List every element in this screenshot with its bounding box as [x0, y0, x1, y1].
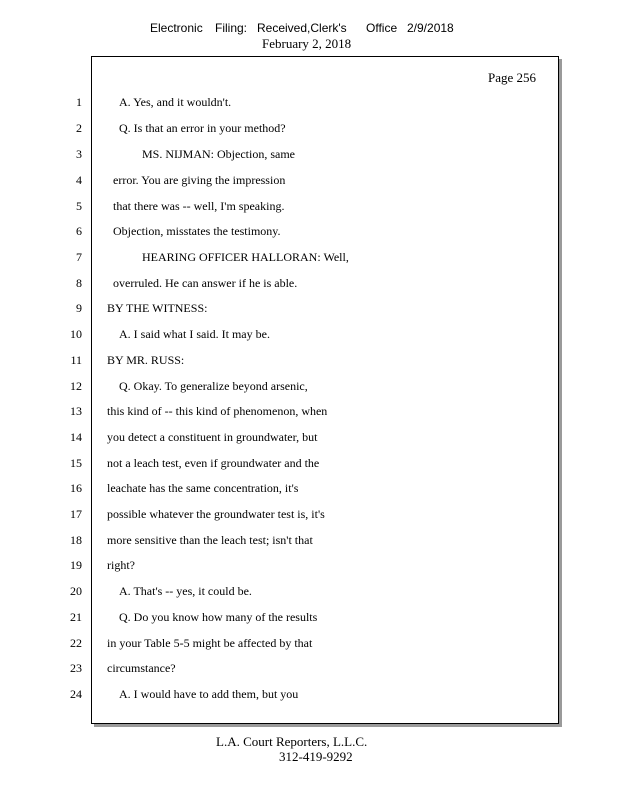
line-number: 13 — [70, 404, 82, 418]
line-number: 15 — [70, 456, 82, 470]
transcript-date: February 2, 2018 — [262, 36, 352, 51]
transcript-line: leachate has the same concentration, it's — [107, 481, 299, 495]
line-number: 5 — [76, 199, 82, 213]
filing-word-office: Office — [366, 21, 398, 35]
line-number: 12 — [70, 379, 82, 393]
line-number: 6 — [76, 224, 82, 238]
line-number: 10 — [70, 327, 82, 341]
transcript-line: circumstance? — [107, 661, 176, 675]
line-number: 9 — [76, 301, 82, 315]
transcript-line: A. Yes, and it wouldn't. — [119, 95, 232, 109]
transcript-line: BY MR. RUSS: — [107, 353, 185, 367]
line-number: 21 — [70, 610, 82, 624]
page-number: Page 256 — [488, 70, 537, 85]
line-number: 22 — [70, 636, 82, 650]
line-number: 8 — [76, 276, 82, 290]
line-number: 18 — [70, 533, 82, 547]
transcript-line: Q. Do you know how many of the results — [119, 610, 318, 624]
line-number: 1 — [76, 95, 82, 109]
filing-stamp — [0, 21, 618, 37]
line-number: 14 — [70, 430, 82, 444]
transcript-line: not a leach test, even if groundwater and the — [107, 456, 320, 470]
transcript-line: error. You are giving the impression — [113, 173, 286, 187]
transcript-line: A. I would have to add them, but you — [119, 687, 299, 701]
line-number: 17 — [70, 507, 82, 521]
line-number: 19 — [70, 558, 82, 572]
line-number: 16 — [70, 481, 82, 495]
line-number: 4 — [76, 173, 82, 187]
line-number: 23 — [70, 661, 82, 675]
transcript-line: Q. Okay. To generalize beyond arsenic, — [119, 379, 308, 393]
transcript-line: more sensitive than the leach test; isn't that — [107, 533, 313, 547]
transcript-line: A. I said what I said. It may be. — [119, 327, 270, 341]
transcript-line: that there was -- well, I'm speaking. — [113, 199, 285, 213]
filing-word-received: Received,Clerk's — [257, 21, 347, 35]
transcript-line: you detect a constituent in groundwater, but — [107, 430, 318, 444]
transcript-line: Objection, misstates the testimony. — [113, 224, 281, 238]
filing-word-electronic: Electronic — [150, 21, 203, 35]
transcript-line: MS. NIJMAN: Objection, same — [142, 147, 295, 161]
transcript-line: A. That's -- yes, it could be. — [119, 584, 252, 598]
filing-date-stamp: 2/9/2018 — [407, 21, 454, 35]
transcript-line: HEARING OFFICER HALLORAN: Well, — [142, 250, 349, 264]
transcript-line: in your Table 5-5 might be affected by that — [107, 636, 313, 650]
line-number: 24 — [70, 687, 82, 701]
filing-word-filing: Filing: — [215, 21, 248, 35]
transcript-line: Q. Is that an error in your method? — [119, 121, 286, 135]
line-number: 11 — [70, 353, 82, 367]
court-reporter-name: L.A. Court Reporters, L.L.C. — [216, 734, 368, 749]
line-number: 3 — [76, 147, 82, 161]
transcript-line: BY THE WITNESS: — [107, 301, 208, 315]
court-reporter-phone: 312-419-9292 — [279, 749, 353, 764]
transcript-line: right? — [107, 558, 135, 572]
transcript-line: this kind of -- this kind of phenomenon, when — [107, 404, 328, 418]
line-number: 7 — [76, 250, 82, 264]
transcript-line: possible whatever the groundwater test is, it's — [107, 507, 325, 521]
line-number: 20 — [70, 584, 82, 598]
transcript-line: overruled. He can answer if he is able. — [113, 276, 298, 290]
line-number: 2 — [76, 121, 82, 135]
